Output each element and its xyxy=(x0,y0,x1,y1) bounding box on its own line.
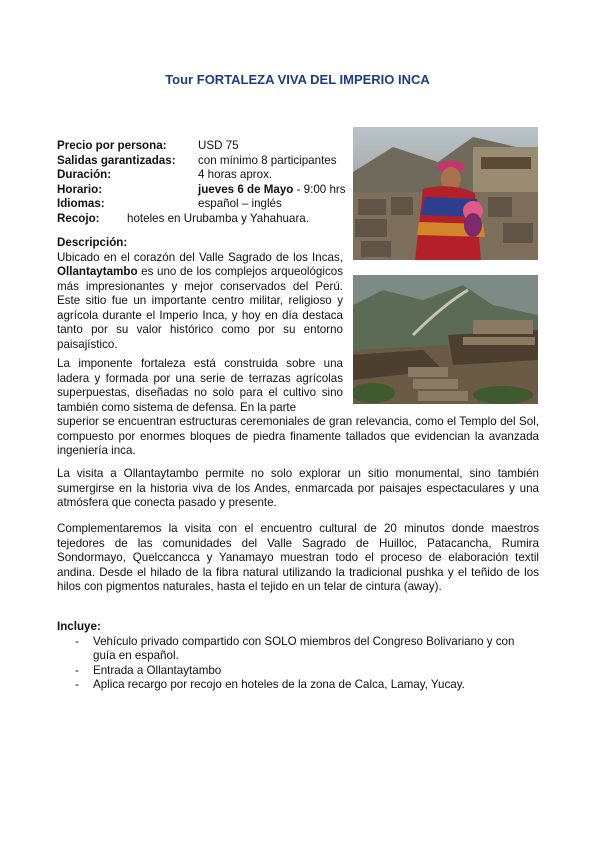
dash-bullet: - xyxy=(75,663,79,677)
ollantaytambo-ruins-photo xyxy=(353,275,538,404)
ollantaytambo-ruins-image xyxy=(353,275,538,404)
description-paragraph-3: La visita a Ollantaytambo permite no solo explorar un sitio monumental, sino también sumergirse en la historia viva de los Andes, enmarcada por paisajes espectaculares y una atmósfera que conecta pasado y presente. xyxy=(57,467,539,509)
detail-value xyxy=(198,183,346,198)
dash-bullet: - xyxy=(75,634,79,648)
description-heading: Descripción: xyxy=(57,236,128,249)
detail-duration xyxy=(57,168,347,183)
weaver-woman-photo xyxy=(353,127,538,260)
includes-list xyxy=(57,635,539,693)
detail-label: Precio por persona: xyxy=(57,139,167,152)
dash-bullet: - xyxy=(75,678,79,691)
list-item-text: Aplica recargo por recojo en hoteles de la zona de Calca, Lamay, Yucay. xyxy=(93,678,465,691)
includes-heading: Incluye: xyxy=(57,620,101,633)
includes-section xyxy=(57,620,539,693)
list-item-text: Entrada a Ollantaytambo xyxy=(93,663,222,677)
p1-bold: Ollantaytambo xyxy=(57,265,138,278)
p1-text-b: es uno de los complejos arqueológicos más impresionantes y mejor conservados del Perú. Este sitio fue un importante centro militar, religioso y agrícola durante el Imperio Inca, y hoy en día destaca tanto por su valor histórico como por su entorno paisajístico. xyxy=(57,265,343,351)
detail-schedule xyxy=(57,183,347,198)
list-item xyxy=(57,678,539,693)
detail-label: Idiomas: xyxy=(57,197,105,210)
tour-details xyxy=(57,139,347,226)
detail-label: Horario: xyxy=(57,182,103,196)
detail-price xyxy=(57,139,347,154)
detail-value: USD 75 xyxy=(198,139,239,152)
detail-value: con mínimo 8 participantes xyxy=(198,153,337,167)
detail-label: Salidas garantizadas: xyxy=(57,153,176,167)
list-item xyxy=(57,635,539,664)
weaver-woman-image xyxy=(353,127,538,260)
detail-value: 4 horas aprox. xyxy=(198,168,273,181)
p1-text-a: Ubicado en el corazón del Valle Sagrado de los Incas, xyxy=(57,250,343,264)
description-paragraph-2a: La imponente fortaleza está construida sobre una ladera y formada por una serie de terrazas agrícolas superpuestas, diseñadas no solo para el cultivo sino también como sistema de defensa. En la parte xyxy=(57,357,343,414)
schedule-time: - 9:00 hrs xyxy=(293,182,346,196)
title-prefix: Tour xyxy=(165,72,194,87)
description-paragraph-1 xyxy=(57,251,343,353)
list-item-text: Vehículo privado compartido con SOLO miembros del Congreso Bolivariano y con guía en español. xyxy=(93,634,515,662)
detail-value: español – inglés xyxy=(198,197,282,210)
description-section xyxy=(57,236,343,352)
schedule-date: jueves 6 de Mayo xyxy=(198,182,294,196)
detail-label: Duración: xyxy=(57,168,112,181)
detail-pickup xyxy=(57,212,347,227)
detail-departures xyxy=(57,154,347,169)
page-title xyxy=(0,72,595,87)
detail-value: hoteles en Urubamba y Yahahuara. xyxy=(127,211,309,225)
detail-languages xyxy=(57,197,347,212)
title-main: FORTALEZA VIVA DEL IMPERIO INCA xyxy=(196,72,430,87)
detail-label: Recojo: xyxy=(57,211,100,225)
description-paragraph-4: Complementaremos la visita con el encuentro cultural de 20 minutos donde maestros tejedores de las comunidades del Valle Sagrado de Huilloc, Patacancha, Rumira Sondormayo, Quelccancca y Yanamayo muestran todo el proceso de elaboración textil andina. Desde el hilado de la fibra natural utilizando la tradicional pushka y el teñido de los hilos con pigmentos naturales, hasta el tejido en un telar de cintura (away). xyxy=(57,522,539,593)
description-paragraph-2b: superior se encuentran estructuras ceremoniales de gran relevancia, como el Templo del Sol, compuesto por enormes bloques de piedra finamente tallados que evidencian la avanzada ingeniería inca. xyxy=(57,415,539,457)
list-item xyxy=(57,664,539,679)
